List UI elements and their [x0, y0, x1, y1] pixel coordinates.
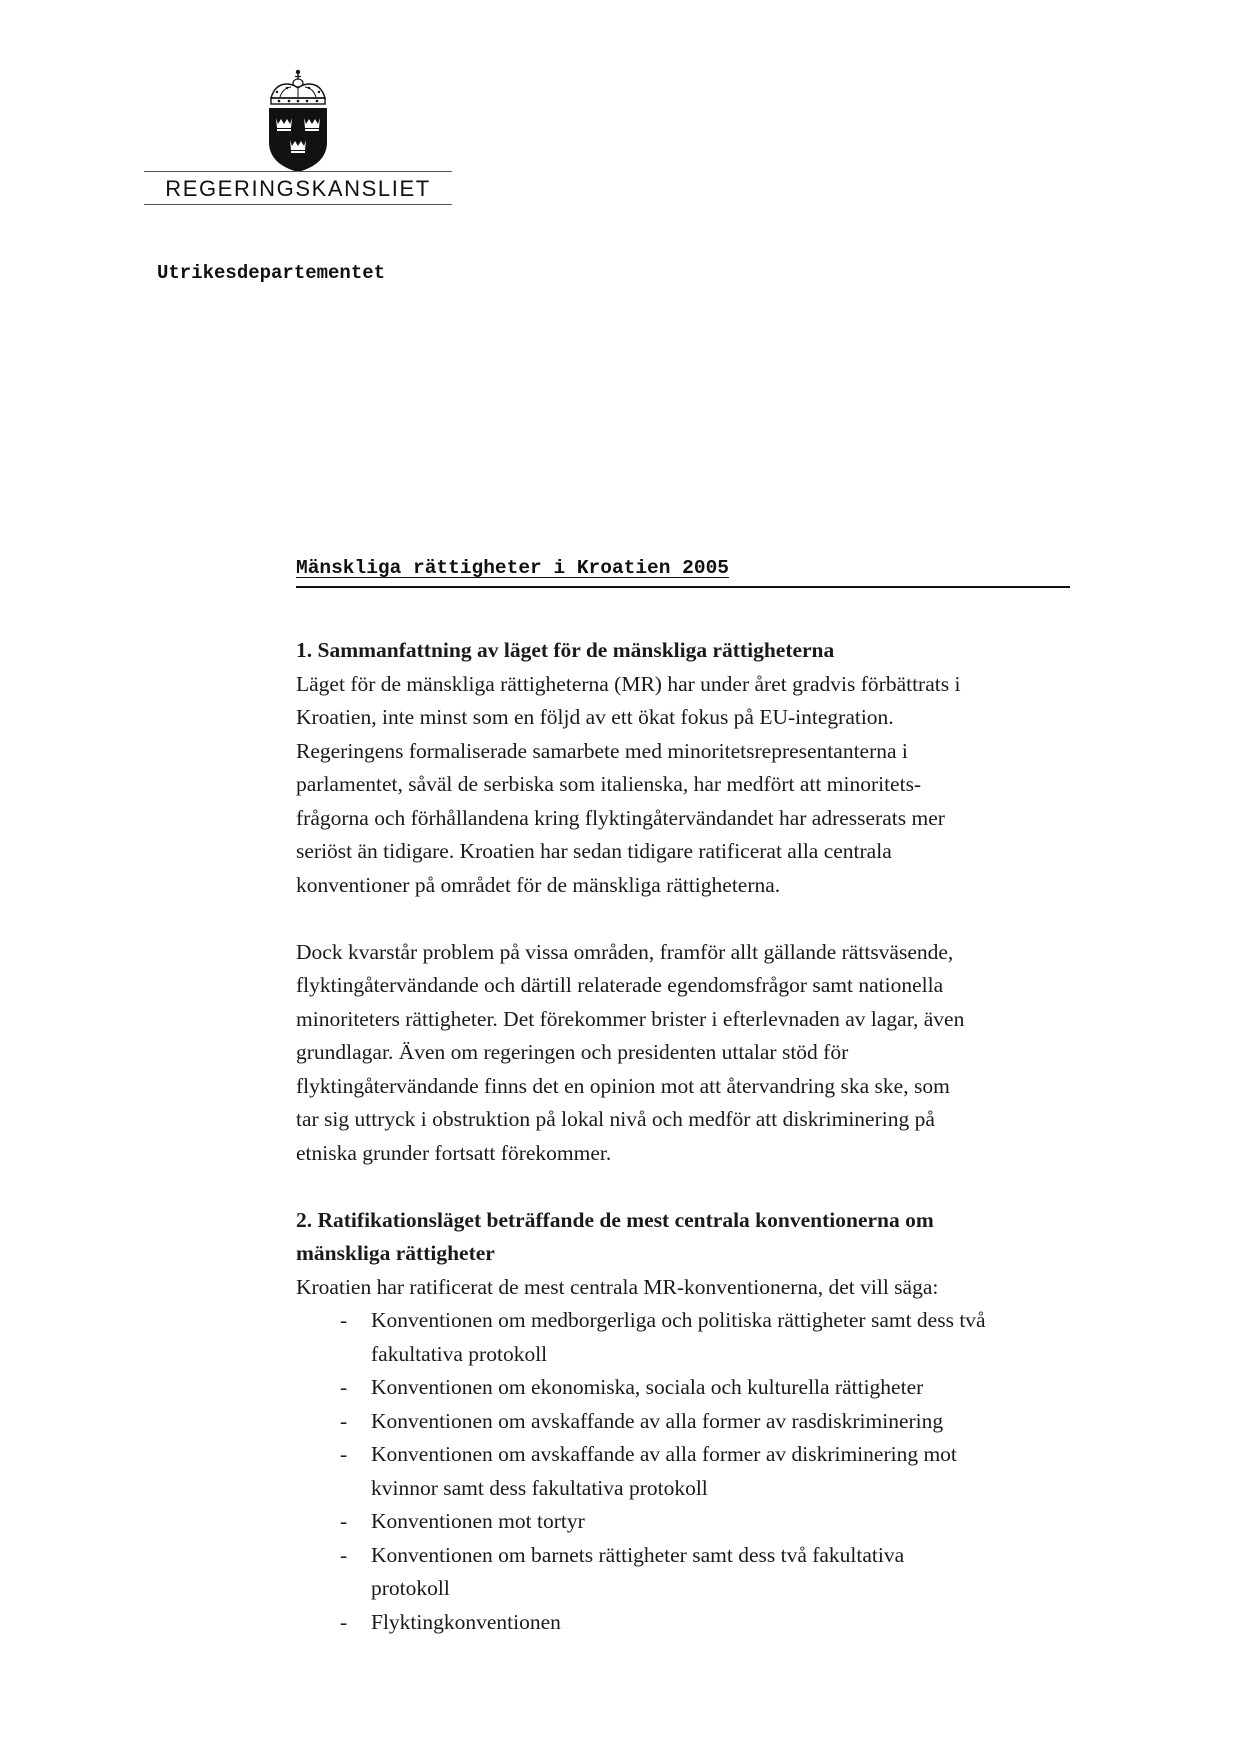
paragraph-line: seriöst än tidigare. Kroatien har sedan tidigare ratificerat alla centrala — [296, 839, 892, 863]
list-bullet: - — [340, 1509, 348, 1533]
paragraph-line: Regeringens formaliserade samarbete med minoritetsrepresentanterna i — [296, 738, 908, 763]
paragraph-line: etniska grunder fortsatt förekommer. — [296, 1140, 612, 1165]
paragraph-line: Läget för de mänskliga rättigheterna (MR) har under året gradvis förbättrats i — [296, 671, 961, 696]
paragraph-line: flyktingåtervändande finns det en opinion mot att återvandring ska ske, som — [296, 1073, 950, 1098]
section-2-intro: Kroatien har ratificerat de mest centrala MR-konventionerna, det vill säga: — [296, 1274, 939, 1299]
list-bullet: - — [340, 1308, 348, 1332]
section-1-paragraph-1 — [296, 668, 1086, 903]
paragraph-line: flyktingåtervändande och därtill relaterade egendomsfrågor samt nationella — [296, 973, 944, 997]
logo-rule-top — [144, 171, 452, 172]
list-item-text: Konventionen om avskaffande av alla former av diskriminering mot — [371, 1442, 957, 1466]
convention-list — [296, 1304, 1086, 1639]
paragraph-line: grundlagar. Även om regeringen och presidenten uttalar stöd för — [296, 1040, 849, 1064]
department-name: Utrikesdepartementet — [157, 262, 386, 284]
logo-rule-bottom — [144, 204, 452, 205]
paragraph-line: Dock kvarstår problem på vissa områden, framför allt gällande rättsväsende, — [296, 939, 954, 964]
section-2-heading-line-1: 2. Ratifikationsläget beträffande de mest centrala konventionerna om — [296, 1207, 934, 1232]
document-title-rule — [296, 557, 1070, 588]
list-item — [296, 1438, 1086, 1505]
list-item-text: kvinnor samt dess fakultativa protokoll — [371, 1475, 708, 1500]
logo-wordmark: REGERINGSKANSLIET — [165, 176, 431, 201]
paragraph-line: Kroatien, inte minst som en följd av ett ökat fokus på EU-integration. — [296, 705, 894, 729]
document-title: Mänskliga rättigheter i Kroatien 2005 — [296, 557, 729, 579]
paragraph-line: konventioner på området för de mänskliga rättigheterna. — [296, 872, 781, 897]
document-body — [296, 634, 1086, 1639]
paragraph-line: minoriteters rättigheter. Det förekommer brister i efterlevnaden av lagar, även — [296, 1006, 965, 1031]
government-logo — [144, 68, 452, 208]
list-item-text: fakultativa protokoll — [371, 1341, 548, 1366]
section-2-heading — [296, 1204, 1086, 1271]
list-item — [296, 1505, 1086, 1539]
list-item — [296, 1606, 1086, 1640]
list-bullet: - — [340, 1609, 348, 1634]
list-bullet: - — [340, 1542, 348, 1567]
list-bullet: - — [340, 1408, 348, 1433]
list-item-text: Konventionen om avskaffande av alla former av rasdiskriminering — [371, 1408, 944, 1433]
list-item — [296, 1371, 1086, 1405]
list-item — [296, 1539, 1086, 1606]
list-bullet: - — [340, 1442, 348, 1466]
list-bullet: - — [340, 1375, 348, 1399]
section-1-paragraph-2 — [296, 936, 1086, 1171]
section-1-heading: 1. Sammanfattning av läget för de mänskliga rättigheterna — [296, 638, 835, 662]
list-item-text: Konventionen om barnets rättigheter samt dess två fakultativa — [371, 1542, 905, 1567]
paragraph-line: tar sig uttryck i obstruktion på lokal nivå och medför att diskriminering på — [296, 1107, 935, 1131]
list-item — [296, 1405, 1086, 1439]
coat-of-arms-icon — [263, 68, 333, 176]
list-item-text: Konventionen om medborgerliga och politiska rättigheter samt dess två — [371, 1308, 986, 1332]
paragraph-line: frågorna och förhållandena kring flyktingåtervändandet har adresserats mer — [296, 805, 945, 830]
section-2-heading-line-2: mänskliga rättigheter — [296, 1241, 495, 1265]
list-item-text: Konventionen mot tortyr — [371, 1509, 585, 1533]
list-item-text: Konventionen om ekonomiska, sociala och kulturella rättigheter — [371, 1375, 924, 1399]
list-item-text: protokoll — [371, 1576, 450, 1600]
list-item-text: Flyktingkonventionen — [371, 1609, 561, 1634]
list-item — [296, 1304, 1086, 1371]
paragraph-line: parlamentet, såväl de serbiska som italienska, har medfört att minoritets- — [296, 772, 922, 796]
